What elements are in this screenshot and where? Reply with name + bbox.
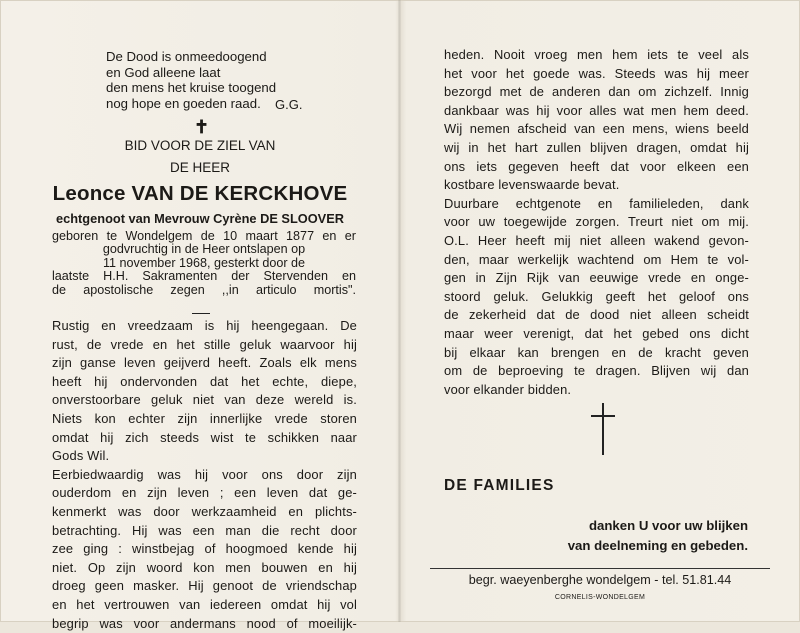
body-line: Rustig en vreedzaam is hij heengegaan. De	[52, 317, 357, 336]
poem-line: De Dood is onmeedoogend	[106, 49, 276, 65]
families-thanks	[520, 516, 748, 556]
card-fold	[398, 0, 401, 622]
poem-line: nog hope en goeden raad.	[106, 96, 276, 112]
prayer-line-2: DE HEER	[0, 160, 400, 175]
body-line: heden. Nooit vroeg men hem iets te veel als	[444, 46, 749, 65]
body-line: Gods Wil.	[52, 447, 357, 466]
body-line: zijn ganse leven geijverd heeft. Zoals elk mens	[52, 354, 357, 373]
body-line: rust, de vrede en het stille geluk waarvoor hij	[52, 336, 357, 355]
birth-death-paragraph	[52, 230, 356, 297]
body-line: onverstoorbare geluk niet van deze wereld is.	[52, 391, 357, 410]
poem-line: en God alleene laat	[106, 65, 276, 81]
body-line: dankbaar was hij voor alles wat men hem deed.	[444, 102, 749, 121]
body-line: het voor het goede was. Steeds was hij meer	[444, 65, 749, 84]
printer-line: begr. waeyenberghe wondelgem - tel. 51.81.44	[400, 573, 800, 587]
body-line: betrachting. Hij was een man die recht door	[52, 522, 357, 541]
large-cross-icon	[591, 403, 615, 455]
body-line: de zekerheid dat de dood niet alleen scheidt	[444, 306, 749, 325]
cross-icon: ✝	[194, 118, 209, 136]
body-line: bij elkaar kan brengen en de kracht geven	[444, 344, 749, 363]
body-line: heeft hij ondervonden dat het echte, diepe,	[52, 373, 357, 392]
body-line: Duurbare echtgenote en familieleden, dank	[444, 195, 749, 214]
birth-death-line: 11 november 1968, gesterkt door de	[52, 257, 356, 270]
deceased-name: Leonce VAN DE KERCKHOVE	[0, 182, 400, 206]
body-line: begrip was voor andermans nood of moeilijk-	[52, 615, 357, 633]
families-heading: DE FAMILIES	[444, 477, 555, 495]
spouse-line: echtgenoot van Mevrouw Cyrène DE SLOOVER	[0, 211, 400, 226]
body-line: bezorgd met de anderen dan om zichzelf. Innig	[444, 83, 749, 102]
printer-sub: CORNELIS-WONDELGEM	[400, 594, 800, 601]
separator-dash	[192, 313, 210, 314]
thanks-line: van deelneming en gebeden.	[520, 536, 748, 556]
body-line: om de beproeving te dragen. Blijven wij dan	[444, 362, 749, 381]
body-line: omdat hij zich steeds wist te schikken naar	[52, 429, 357, 448]
body-line: stoord geluk. Gelukkig geeft het geloof ons	[444, 288, 749, 307]
opening-poem	[106, 49, 276, 111]
right-body-text	[444, 46, 749, 399]
body-line: niet. Op zijn woord kon men bouwen en hij	[52, 559, 357, 578]
body-line: wij in het hart zullen blijven dragen, omdat hij	[444, 139, 749, 158]
printer-rule	[430, 568, 770, 569]
poem-line: den mens het kruise toogend	[106, 80, 276, 96]
left-body-text	[52, 317, 357, 633]
body-line: Niets kon echter zijn innerlijke vrede storen	[52, 410, 357, 429]
birth-death-line: de apostolische zegen ,,in articulo mortis".	[52, 284, 356, 297]
body-line: voor elkander bidden.	[444, 381, 749, 400]
body-line: kostbare levenswaarde bevat.	[444, 176, 749, 195]
birth-death-line: godvruchtig in de Heer ontslapen op	[52, 243, 356, 256]
birth-death-line: geboren te Wondelgem de 10 maart 1877 en er	[52, 230, 356, 243]
prayer-line-1: BID VOOR DE ZIEL VAN	[0, 138, 400, 153]
body-line: gen in Zijn Rijk van eeuwige vrede en onge-	[444, 269, 749, 288]
body-line: maar weer verenigt, dat het gebed ons dicht	[444, 325, 749, 344]
body-line: ouderdom en zijn leven ; een leven dat ge-	[52, 484, 357, 503]
body-line: voor uw toegewijde zorgen. Treurt niet om mij.	[444, 213, 749, 232]
body-line: ons iets gegeven heeft dat voor elkeen een	[444, 158, 749, 177]
body-line: Eerbiedwaardig was hij voor ons door zijn	[52, 466, 357, 485]
body-line: O.L. Heer heeft mij niet alleen wakend gevon-	[444, 232, 749, 251]
body-line: den, maar werkelijk wachtend om Hem te vol-	[444, 251, 749, 270]
poem-author: G.G.	[275, 97, 302, 112]
birth-death-line: laatste H.H. Sakramenten der Stervenden en	[52, 270, 356, 283]
body-line: Wij nemen afscheid van een mens, wiens beeld	[444, 120, 749, 139]
body-line: droeg geen masker. Hij genoot de vriendschap	[52, 577, 357, 596]
body-line: en het vertrouwen van iedereen omdat hij vol	[52, 596, 357, 615]
body-line: kenmerkt was door werkzaamheid en plichts-	[52, 503, 357, 522]
body-line: zee ging : winstbejag of hoogmoed kende hij	[52, 540, 357, 559]
thanks-line: danken U voor uw blijken	[520, 516, 748, 536]
